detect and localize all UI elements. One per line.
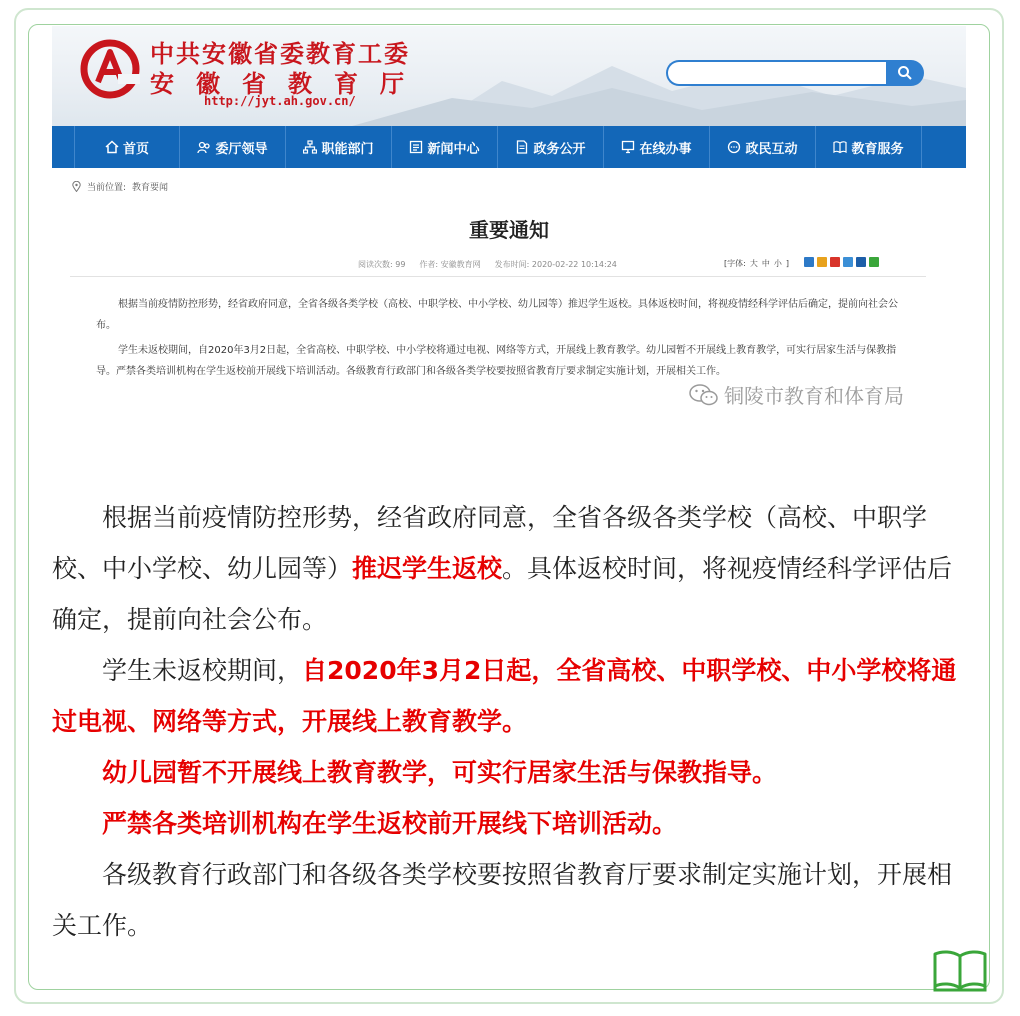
share-renren-icon[interactable] [856, 257, 866, 267]
nav-news-label: 新闻中心 [427, 141, 480, 157]
publish-time: 发布时间: 2020-02-22 10:14:24 [494, 260, 617, 269]
search-button[interactable] [886, 60, 924, 86]
education-logo-icon [78, 38, 142, 100]
font-label-close: ] [785, 259, 789, 268]
body-paragraph-5: 各级教育行政部门和各级各类学校要按照省教育厅要求制定实施计划，开展相关工作。 [52, 860, 953, 940]
body-p1-text-b: 。具体返校时间，将视疫情经科学评估后确定，提前向社会公布。 [52, 554, 953, 634]
org-chart-icon [303, 140, 317, 154]
share-plus-icon[interactable] [804, 257, 814, 267]
font-small-button[interactable]: 小 [773, 259, 782, 268]
nav-edu-services-label: 教育服务 [851, 141, 904, 157]
article-paragraph-2: 学生未返校期间，自2020年3月2日起，全省高校、中职学校、中小学校将通过电视、网络等方式，开展线上教育教学。幼儿园暂不开展线上教育教学，可实行居家生活与保教指导。严禁各类培训机构在学生返校前开展线下培训活动。各级教育行政部门和各级各类学校要按照省教育厅要求制定实施计划，开展相关工作。 [96, 345, 897, 377]
nav-interaction-label: 政民互动 [745, 141, 798, 157]
dept-name: 安徽省教育厅 [150, 69, 426, 98]
breadcrumb-prefix: 当前位置: [87, 183, 127, 193]
nav-news[interactable] [392, 126, 498, 168]
nav-leaders[interactable] [180, 126, 286, 168]
nav-departments[interactable] [286, 126, 392, 168]
body-paragraph-4: 严禁各类培训机构在学生返校前开展线下培训活动。 [102, 809, 678, 838]
body-p1-highlight: 推迟学生返校 [352, 554, 503, 583]
site-header [52, 26, 966, 126]
share-qzone-icon[interactable] [817, 257, 827, 267]
nav-departments-label: 职能部门 [321, 141, 374, 157]
body-paragraph-1 [52, 492, 966, 645]
org-name: 中共安徽省委教育工委 [150, 39, 410, 68]
news-icon [409, 140, 423, 154]
account-watermark [688, 380, 904, 409]
nav-edu-services[interactable] [816, 126, 922, 168]
wechat-icon [688, 383, 720, 407]
article-author: 作者: 安徽教育网 [419, 260, 481, 269]
share-icons [804, 257, 879, 267]
nav-online-services[interactable] [604, 126, 710, 168]
article-meta [358, 259, 617, 270]
font-label: [字体: [724, 259, 746, 268]
article-title: 重要通知 [469, 218, 549, 242]
site-url[interactable]: http://jyt.ah.gov.cn/ [204, 94, 356, 108]
body-p2-highlight: 自2020年3月2日起，全省高校、中职学校、中小学校将通过电视、网络等方式，开展线上教育教学。 [52, 656, 957, 736]
share-wechat-icon[interactable] [869, 257, 879, 267]
breadcrumb-current[interactable]: 教育要闻 [132, 183, 169, 193]
search-icon [897, 65, 913, 81]
font-size-control [724, 258, 789, 269]
chat-icon [727, 140, 741, 154]
body-paragraph-3: 幼儿园暂不开展线上教育教学，可实行居家生活与保教指导。 [102, 758, 778, 787]
body-p1-text-a: 根据当前疫情防控形势，经省政府同意，全省各级各类学校（高校、中职学校、中小学校、幼儿园等） [52, 503, 928, 583]
nav-leaders-label: 委厅领导 [215, 141, 268, 157]
share-tencent-icon[interactable] [843, 257, 853, 267]
font-large-button[interactable]: 大 [749, 259, 758, 268]
open-book-icon[interactable] [932, 948, 988, 992]
body-paragraph-2 [52, 645, 966, 747]
nav-online-services-label: 在线办事 [639, 141, 692, 157]
location-pin-icon [72, 181, 81, 192]
nav-interaction[interactable] [710, 126, 816, 168]
main-nav [52, 126, 966, 168]
document-icon [515, 140, 529, 154]
search-input[interactable] [666, 60, 888, 86]
nav-home-label: 首页 [122, 141, 149, 157]
computer-icon [621, 140, 635, 154]
nav-gov-affairs[interactable] [498, 126, 604, 168]
body-p2-text-a: 学生未返校期间， [102, 656, 303, 685]
watermark-text: 铜陵市教育和体育局 [724, 384, 904, 408]
breadcrumb [72, 180, 168, 193]
book-icon [833, 140, 847, 154]
font-medium-button[interactable]: 中 [761, 259, 770, 268]
leaders-icon [197, 140, 211, 154]
share-weibo-icon[interactable] [830, 257, 840, 267]
view-count: 阅读次数: 99 [358, 260, 406, 269]
article-paragraph-1: 根据当前疫情防控形势，经省政府同意，全省各级各类学校（高校、中职学校、中小学校、幼儿园等）推迟学生返校。具体返校时间，将视疫情经科学评估后确定，提前向社会公布。 [96, 299, 898, 331]
home-icon [105, 140, 119, 154]
nav-home[interactable] [74, 126, 180, 168]
nav-gov-affairs-label: 政务公开 [533, 141, 586, 157]
meta-divider [70, 276, 926, 277]
